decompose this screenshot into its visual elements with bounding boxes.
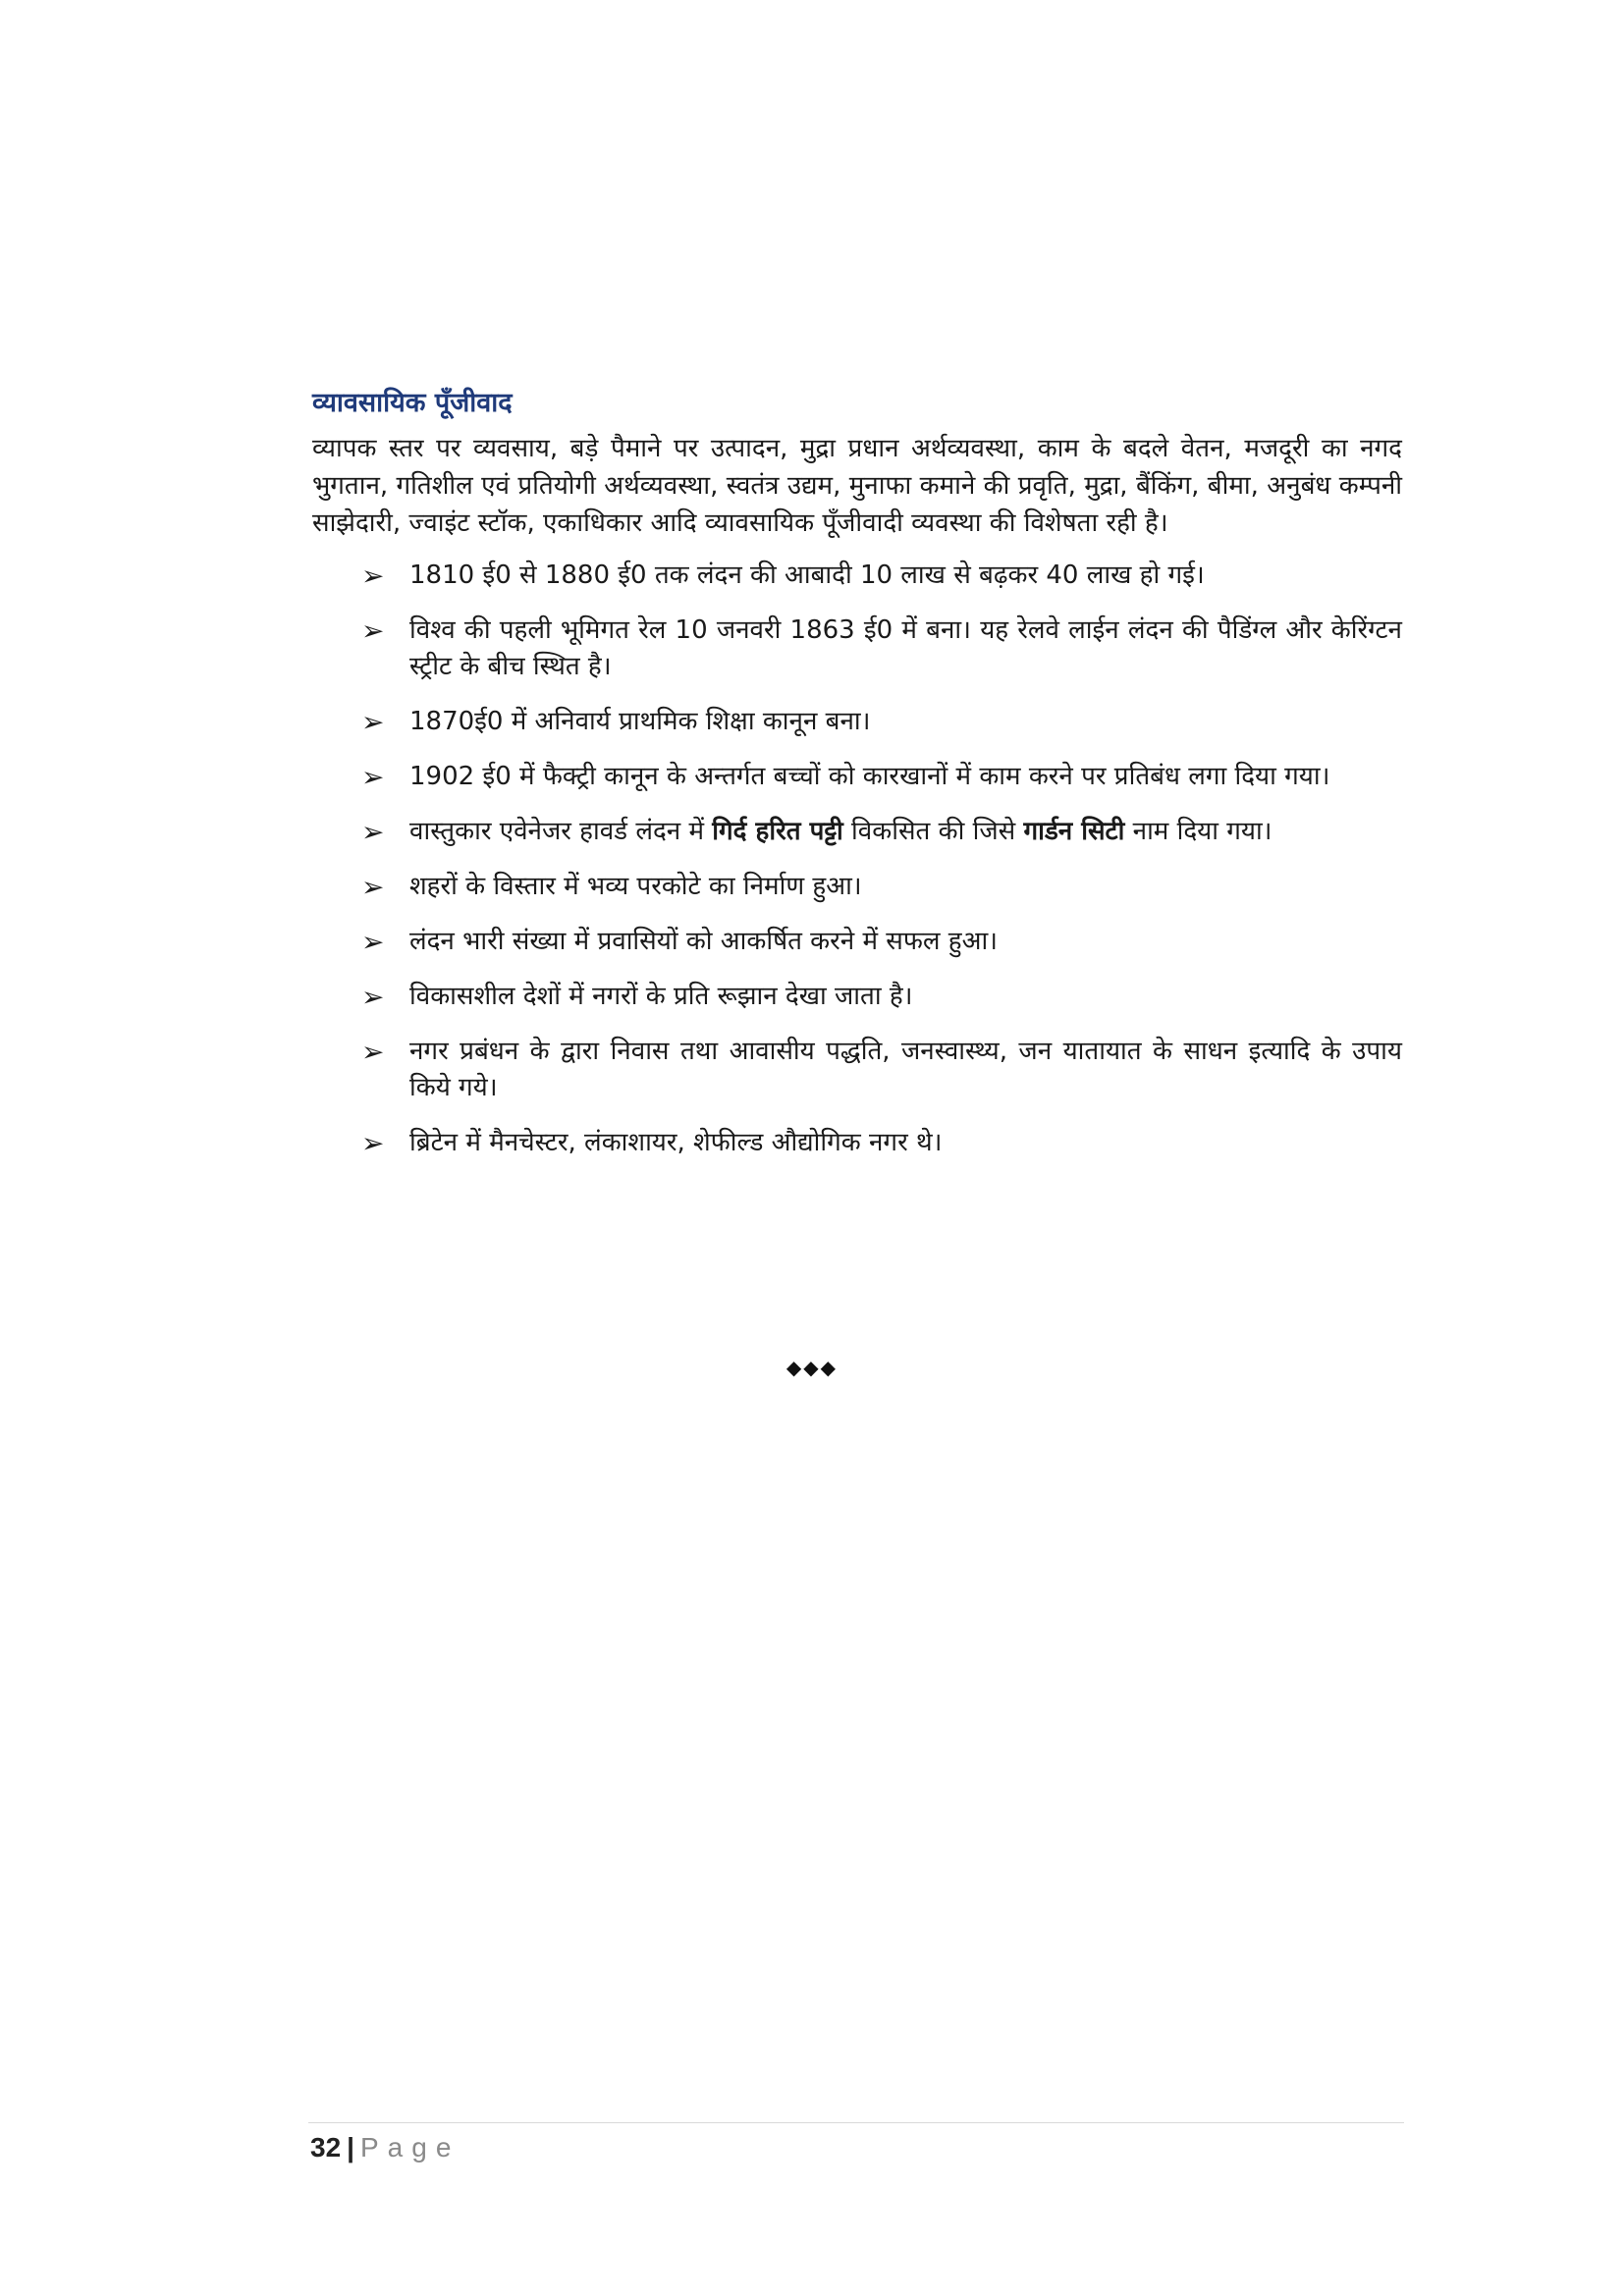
list-item [312,979,1402,1015]
footer-separator: | [347,2132,354,2163]
list-item [312,869,1402,905]
page-number: 32 [310,2132,342,2163]
list-item-text: विकासशील देशों में नगरों के प्रति रूझान देखा जाता है। [409,982,913,1011]
list-item-text: शहरों के विस्तार में भव्य परकोटे का निर्माण हुआ। [409,872,862,901]
list-item-text: ब्रिटेन में मैनचेस्टर, लंकाशायर, शेफील्ड औद्योगिक नगर थे। [409,1128,943,1157]
text-segment: विकसित की जिसे [842,817,1024,846]
list-item [312,613,1402,685]
arrow-bullet-icon: ➢ [361,816,385,848]
arrow-bullet-icon: ➢ [361,871,385,903]
arrow-bullet-icon: ➢ [361,926,385,958]
page-content [312,385,1402,1180]
list-item [312,814,1402,850]
list-item-text [409,817,1272,846]
arrow-bullet-icon: ➢ [361,1127,385,1159]
list-item-text: 1870ई0 में अनिवार्य प्राथमिक शिक्षा कानून बना। [409,707,871,736]
text-segment: नाम दिया गया। [1124,817,1272,846]
list-item [312,558,1402,594]
list-item [312,924,1402,960]
section-heading: व्यावसायिक पूँजीवाद [312,388,513,418]
list-item [312,1034,1402,1106]
list-item [312,704,1402,740]
bold-term-green-belt: गिर्द हरित पट्टी [712,817,843,846]
list-item-text: नगर प्रबंधन के द्वारा निवास तथा आवासीय पद्धति, जनस्वास्थ्य, जन यातायात के साधन इत्यादि के उपाय किये गये। [409,1037,1402,1102]
list-item-text: विश्व की पहली भूमिगत रेल 10 जनवरी 1863 ई0 में बना। यह रेलवे लाईन लंदन की पैडिंग्ल और केरिंग्टन स्ट्रीट के बीच स्थित है। [409,615,1402,681]
arrow-bullet-icon: ➢ [361,1036,385,1068]
list-item-text: 1810 ई0 से 1880 ई0 तक लंदन की आबादी 10 लाख से बढ़कर 40 लाख हो गई। [409,561,1205,590]
page-footer [310,2130,460,2165]
section-end-ornament: ◆◆◆ [785,1356,839,1379]
arrow-bullet-icon: ➢ [361,761,385,793]
arrow-bullet-icon: ➢ [361,614,385,647]
text-segment: वास्तुकार एवेनेजर हावर्ड लंदन में [409,817,713,846]
list-item-text: 1902 ई0 में फैक्ट्री कानून के अन्तर्गत बच्चों को कारखानों में काम करने पर प्रतिबंध लगा दिया गया। [409,762,1330,791]
arrow-bullet-icon: ➢ [361,560,385,592]
arrow-bullet-icon: ➢ [361,981,385,1013]
list-item-text: लंदन भारी संख्या में प्रवासियों को आकर्षित करने में सफल हुआ। [409,927,999,956]
footer-divider [308,2122,1404,2123]
list-item [312,1125,1402,1161]
bullet-list [312,558,1402,1161]
list-item [312,759,1402,795]
page-label: Page [360,2132,460,2163]
arrow-bullet-icon: ➢ [361,706,385,738]
intro-paragraph: व्यापक स्तर पर व्यवसाय, बड़े पैमाने पर उत्पादन, मुद्रा प्रधान अर्थव्यवस्था, काम के बदले वेतन, मजदूरी का नगद भुगतान, गतिशील एवं प्रतियोगी अर्थव्यवस्था, स्वतंत्र उद्यम, मुनाफा कमाने की प्रवृति, मुद्रा, बैंकिंग, बीमा, अनुबंध कम्पनी साझेदारी, ज्वाइंट स्टॉक, एकाधिकार आदि व्यावसायिक पूँजीवादी व्यवस्था की विशेषता रही है। [312,434,1402,538]
bold-term-garden-city: गार्डन सिटी [1023,817,1125,846]
